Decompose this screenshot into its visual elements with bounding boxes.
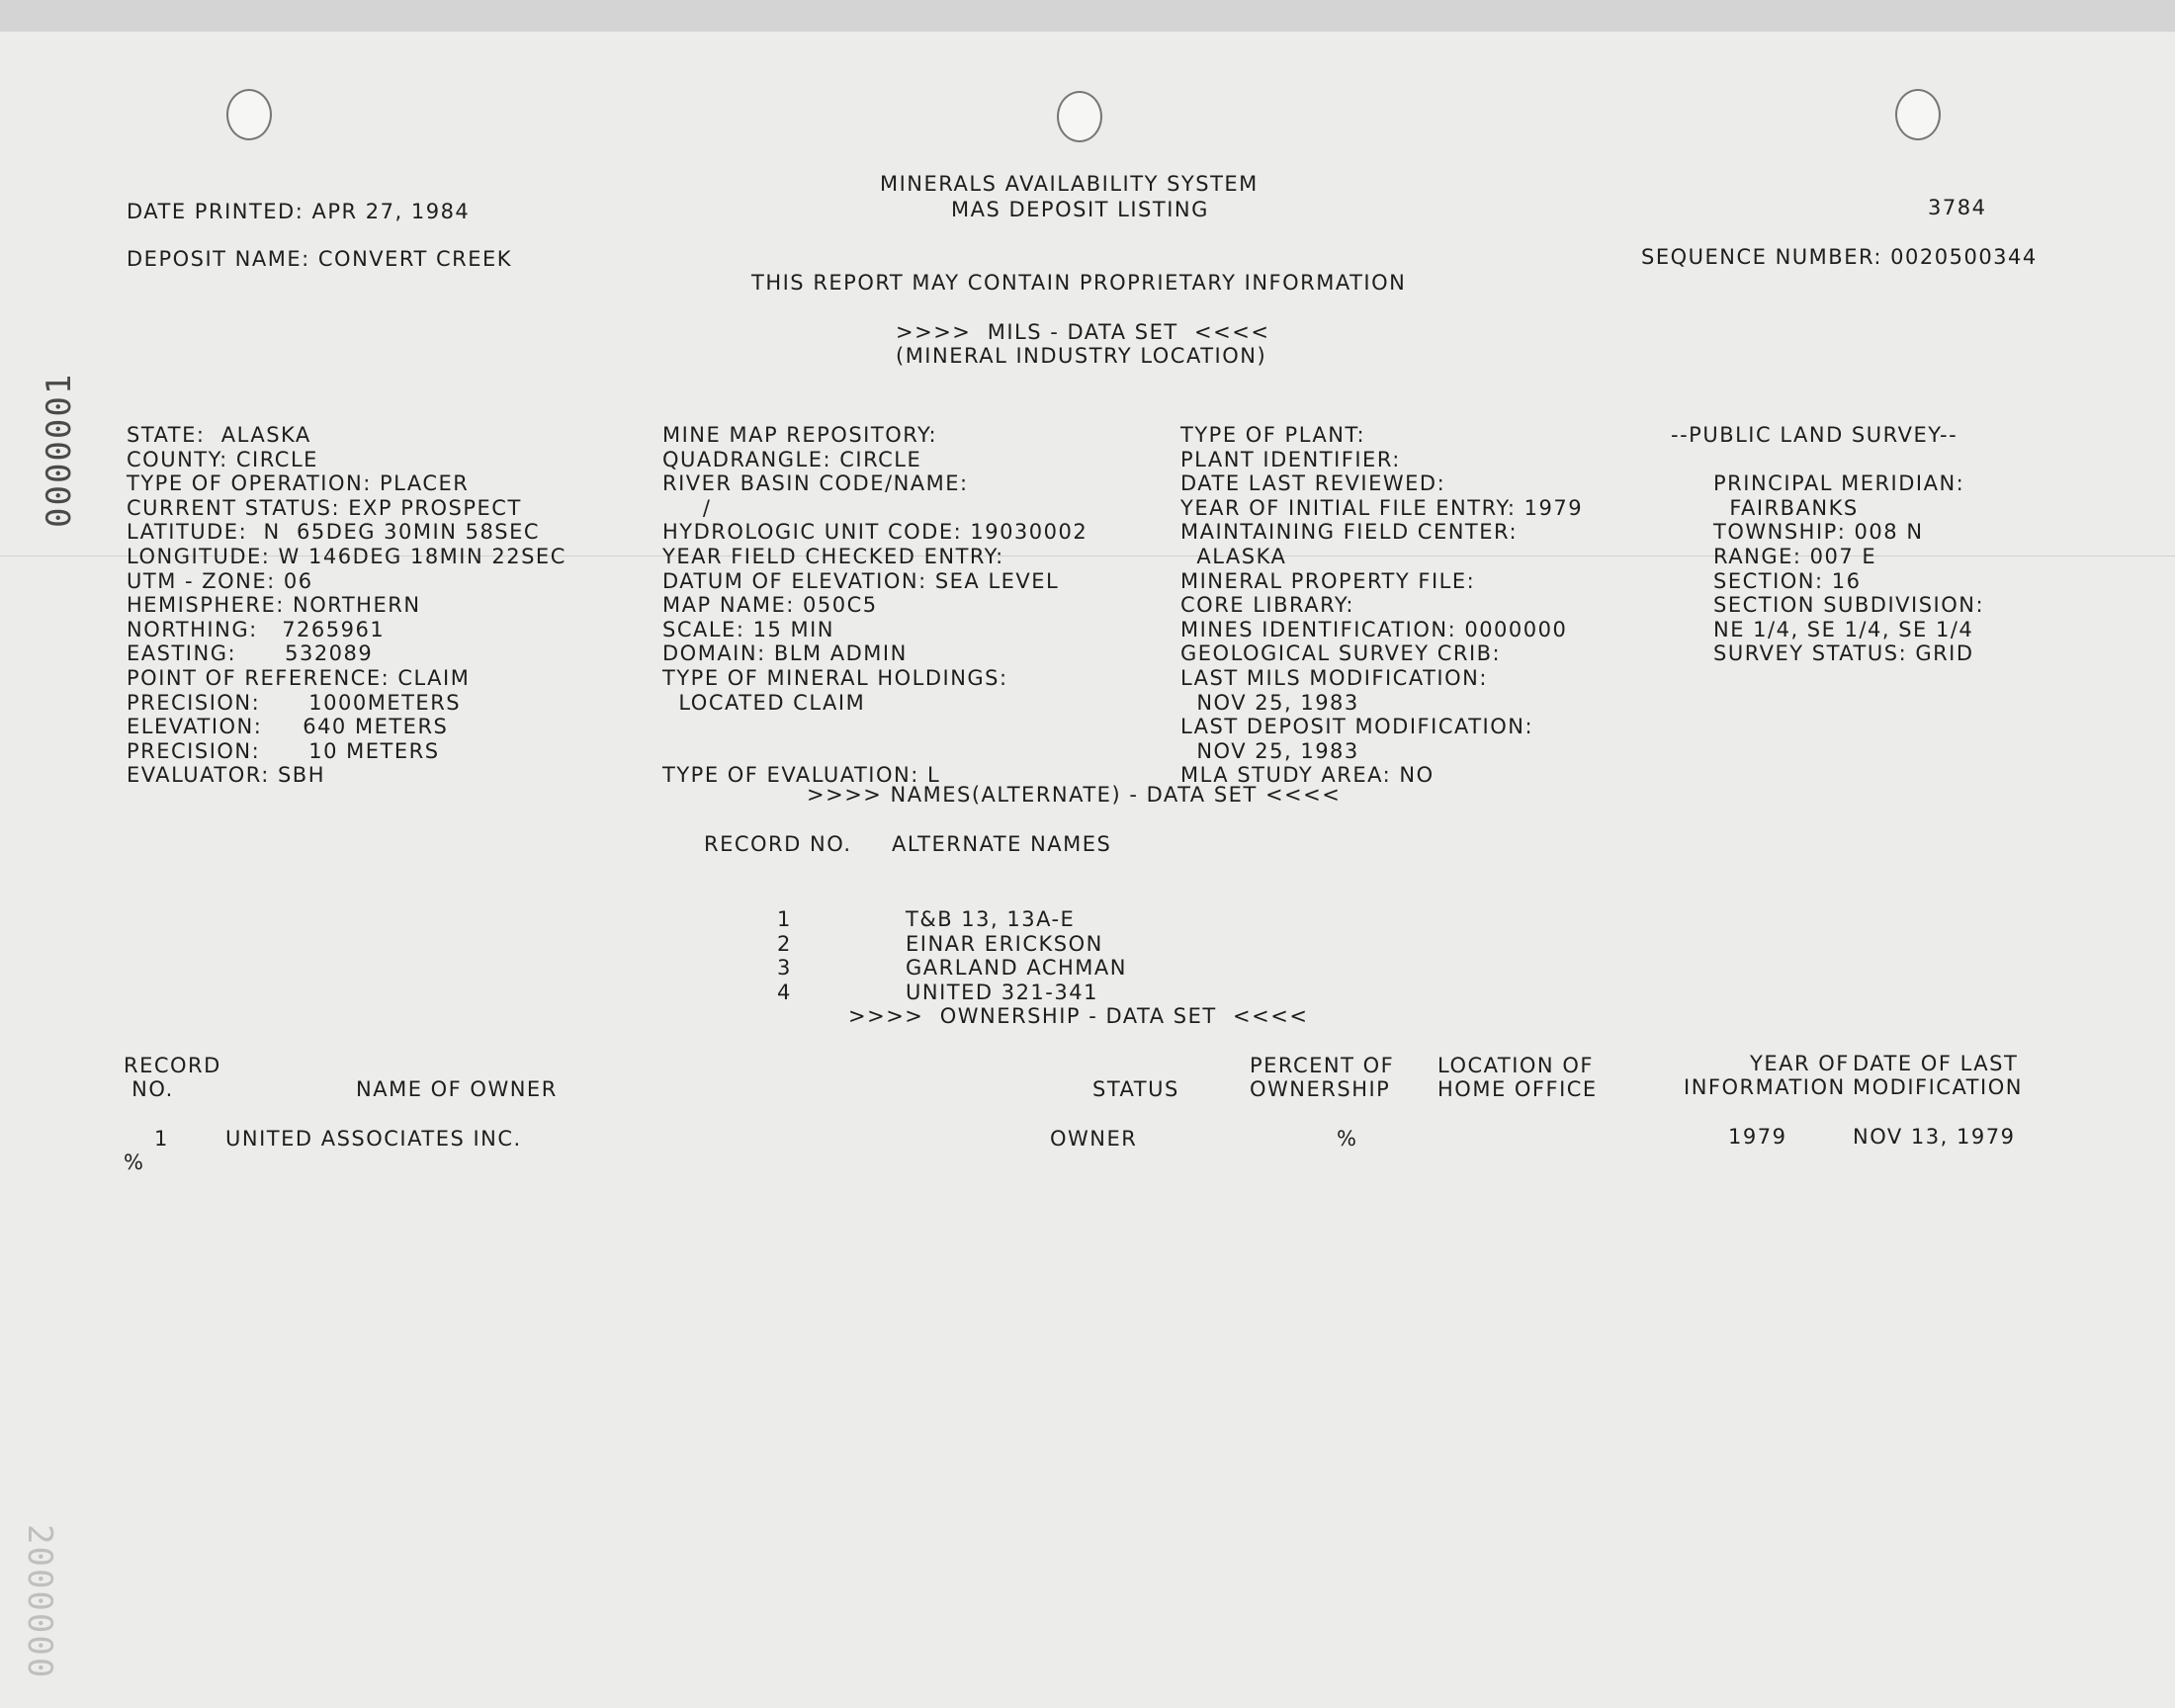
date-printed: DATE PRINTED: APR 27, 1984 [127, 200, 471, 223]
col3-line: DATE LAST REVIEWED: [1180, 471, 1446, 495]
report-page [0, 32, 2175, 1708]
own-trailing-percent: % [124, 1151, 145, 1174]
col2-line: MINE MAP REPOSITORY: [662, 423, 938, 447]
col1-line: EVALUATOR: SBH [127, 763, 325, 787]
names-row-number: 4 [777, 981, 792, 1004]
col4-line: TOWNSHIP: 008 N [1713, 520, 1924, 544]
col3-line: TYPE OF PLANT: [1180, 423, 1366, 447]
own-header-location: LOCATION OF [1437, 1054, 1594, 1077]
own-header-date: DATE OF LAST [1853, 1052, 2019, 1075]
col3-line: MAINTAINING FIELD CENTER: [1180, 520, 1519, 544]
own-header-record-no: NO. [124, 1077, 174, 1101]
listing-title: MAS DEPOSIT LISTING [951, 198, 1209, 221]
col1-line: POINT OF REFERENCE: CLAIM [127, 666, 471, 690]
own-header-percent: PERCENT OF [1250, 1054, 1395, 1077]
col1-line: UTM - ZONE: 06 [127, 569, 313, 593]
own-row-owner: UNITED ASSOCIATES INC. [225, 1127, 522, 1151]
names-row-number: 2 [777, 932, 792, 956]
ownership-section-title: >>>> OWNERSHIP - DATA SET <<<< [848, 1004, 1309, 1028]
col4-line: PRINCIPAL MERIDIAN: [1713, 471, 1965, 495]
col3-line: MLA STUDY AREA: NO [1180, 763, 1435, 787]
col1-line: CURRENT STATUS: EXP PROSPECT [127, 496, 522, 520]
col1-line: NORTHING: 7265961 [127, 618, 386, 641]
own-header-location-2: HOME OFFICE [1437, 1077, 1598, 1101]
punch-hole-center [1057, 91, 1102, 142]
col2-line: DATUM OF ELEVATION: SEA LEVEL [662, 569, 1060, 593]
own-header-year: YEAR OF [1750, 1052, 1850, 1075]
page-number: 3784 [1928, 196, 1987, 219]
names-header-names: ALTERNATE NAMES [892, 832, 1112, 856]
punch-hole-left [226, 89, 272, 140]
col3-line: NOV 25, 1983 [1180, 691, 1359, 715]
names-row-name: EINAR ERICKSON [906, 932, 1103, 956]
names-row-name: T&B 13, 13A-E [906, 907, 1076, 931]
names-header-record: RECORD NO. [704, 832, 852, 856]
col2-line: HYDROLOGIC UNIT CODE: 19030002 [662, 520, 1088, 544]
own-row-no: 1 [154, 1127, 169, 1151]
col2-line: SCALE: 15 MIN [662, 618, 834, 641]
col3-line: CORE LIBRARY: [1180, 593, 1354, 617]
own-row-date: NOV 13, 1979 [1853, 1125, 2016, 1149]
col3-line: GEOLOGICAL SURVEY CRIB: [1180, 641, 1502, 665]
col2-line: / [662, 496, 712, 520]
col3-line: MINES IDENTIFICATION: 0000000 [1180, 618, 1568, 641]
col1-line: STATE: ALASKA [127, 423, 311, 447]
col4-line: SURVEY STATUS: GRID [1713, 641, 1974, 665]
names-row-number: 1 [777, 907, 792, 931]
deposit-name: DEPOSIT NAME: CONVERT CREEK [127, 247, 513, 271]
col1-line: LONGITUDE: W 146DEG 18MIN 22SEC [127, 545, 566, 568]
own-header-owner: NAME OF OWNER [356, 1077, 558, 1101]
col2-line: MAP NAME: 050C5 [662, 593, 878, 617]
col3-line: PLANT IDENTIFIER: [1180, 448, 1401, 471]
names-row-name: UNITED 321-341 [906, 981, 1098, 1004]
col3-line: LAST MILS MODIFICATION: [1180, 666, 1488, 690]
margin-frame-number-faint: 2000000 [20, 1524, 59, 1680]
col4-line: RANGE: 007 E [1713, 545, 1877, 568]
own-header-year-2: INFORMATION [1684, 1075, 1846, 1099]
mils-section-title: >>>> MILS - DATA SET <<<< [896, 320, 1270, 344]
col4-line: --PUBLIC LAND SURVEY-- [1671, 423, 1958, 447]
col3-line: ALASKA [1180, 545, 1287, 568]
col1-line: COUNTY: CIRCLE [127, 448, 318, 471]
col4-line: FAIRBANKS [1713, 496, 1859, 520]
margin-frame-number: 0000001 [40, 372, 79, 528]
col2-line: RIVER BASIN CODE/NAME: [662, 471, 969, 495]
col3-line: MINERAL PROPERTY FILE: [1180, 569, 1476, 593]
col2-line: TYPE OF EVALUATION: L [662, 763, 941, 787]
col2-line: DOMAIN: BLM ADMIN [662, 641, 908, 665]
col2-line: LOCATED CLAIM [662, 691, 866, 715]
col1-line: EASTING: 532089 [127, 641, 374, 665]
names-row-name: GARLAND ACHMAN [906, 956, 1127, 980]
col1-line: ELEVATION: 640 METERS [127, 715, 449, 738]
col2-line: QUADRANGLE: CIRCLE [662, 448, 922, 471]
own-row-year: 1979 [1728, 1125, 1787, 1149]
names-section-title: >>>> NAMES(ALTERNATE) - DATA SET <<<< [807, 783, 1342, 807]
punch-hole-right [1895, 89, 1941, 140]
col1-line: PRECISION: 10 METERS [127, 739, 440, 763]
sequence-number: SEQUENCE NUMBER: 0020500344 [1641, 245, 2038, 269]
own-header-status: STATUS [1092, 1077, 1179, 1101]
col1-line: TYPE OF OPERATION: PLACER [127, 471, 470, 495]
mils-section-subtitle: (MINERAL INDUSTRY LOCATION) [896, 344, 1267, 368]
col4-line: SECTION: 16 [1713, 569, 1862, 593]
own-header-percent-2: OWNERSHIP [1250, 1077, 1391, 1101]
proprietary-notice: THIS REPORT MAY CONTAIN PROPRIETARY INFORMATION [751, 271, 1407, 295]
col3-line: LAST DEPOSIT MODIFICATION: [1180, 715, 1534, 738]
col4-line: SECTION SUBDIVISION: [1713, 593, 1985, 617]
col3-line: NOV 25, 1983 [1180, 739, 1359, 763]
col4-line: NE 1/4, SE 1/4, SE 1/4 [1713, 618, 1974, 641]
own-header-date-2: MODIFICATION [1853, 1075, 2023, 1099]
col1-line: HEMISPHERE: NORTHERN [127, 593, 421, 617]
col3-line: YEAR OF INITIAL FILE ENTRY: 1979 [1180, 496, 1584, 520]
col1-line: LATITUDE: N 65DEG 30MIN 58SEC [127, 520, 541, 544]
own-row-status: OWNER [1050, 1127, 1138, 1151]
own-row-percent: % [1337, 1127, 1358, 1151]
col1-line: PRECISION: 1000METERS [127, 691, 462, 715]
system-title: MINERALS AVAILABILITY SYSTEM [880, 172, 1259, 196]
col2-line: YEAR FIELD CHECKED ENTRY: [662, 545, 1004, 568]
own-header-record: RECORD [124, 1054, 221, 1077]
col2-line: TYPE OF MINERAL HOLDINGS: [662, 666, 1008, 690]
names-row-number: 3 [777, 956, 792, 980]
